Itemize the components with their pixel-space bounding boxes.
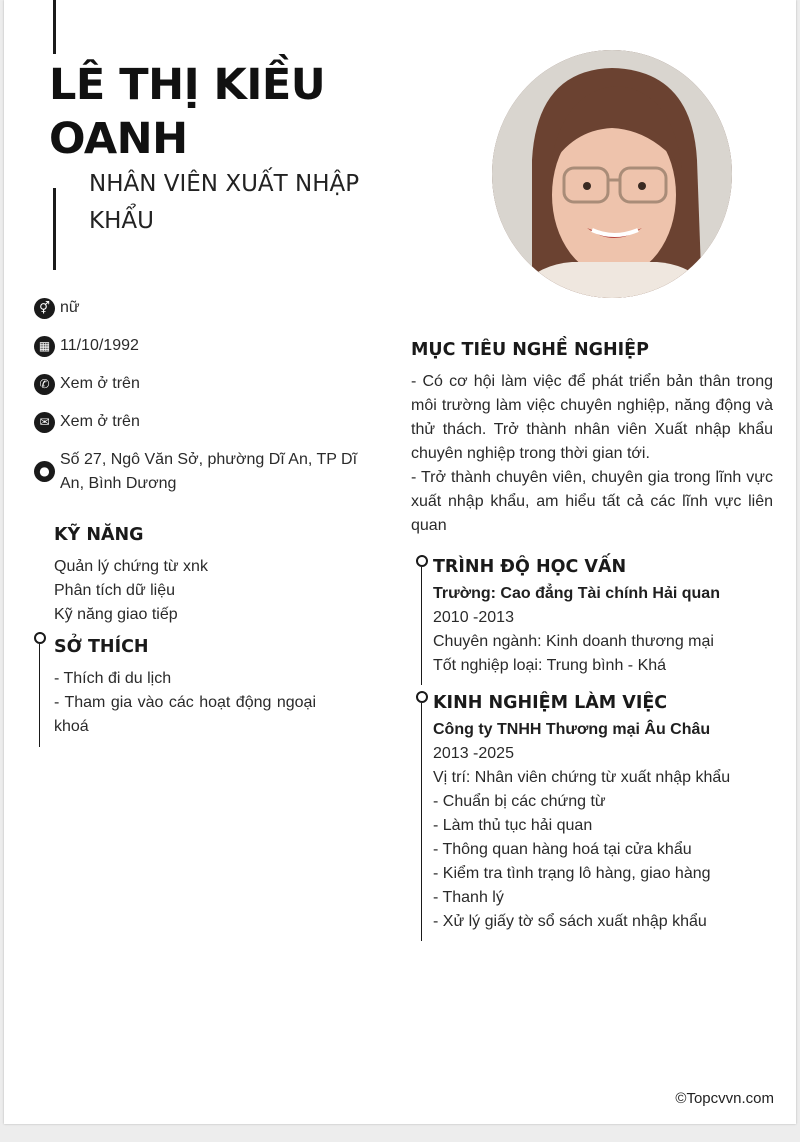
education-major: Chuyên ngành: Kinh doanh thương mại bbox=[433, 633, 714, 650]
experience-duty: - Kiểm tra tình trạng lô hàng, giao hàng bbox=[433, 865, 711, 882]
contact-address-text: Số 27, Ngô Văn Sở, phường Dĩ An, TP Dĩ An, Bình Dương bbox=[60, 451, 358, 492]
objective-paragraph: - Có cơ hội làm việc để phát triển bản thân trong môi trường làm việc chuyên nghiệp, năng động và thử thách. Trở thành nhân viên Xuất nhập khẩu chuyên nghiệp trong thời gian tới. bbox=[411, 373, 773, 462]
education-timeline-line bbox=[421, 567, 422, 685]
contact-birthday-text: 11/10/1992 bbox=[60, 337, 139, 354]
contact-email-text: Xem ở trên bbox=[60, 413, 140, 430]
hobby-item: - Tham gia vào các hoạt động ngoại khoá bbox=[54, 694, 316, 735]
experience-heading: KINH NGHIỆM LÀM VIỆC bbox=[433, 693, 668, 713]
skills-heading: KỸ NĂNG bbox=[54, 525, 144, 545]
profile-photo-illustration bbox=[492, 50, 732, 298]
education-timeline-dot bbox=[416, 555, 428, 567]
experience-position: Vị trí: Nhân viên chứng từ xuất nhập khẩu bbox=[433, 769, 731, 786]
experience-duty: - Xử lý giấy tờ sổ sách xuất nhập khẩu bbox=[433, 913, 707, 930]
mail-icon: ✉ bbox=[34, 412, 55, 433]
experience-timeline-line bbox=[421, 703, 422, 941]
location-pin-icon: ● bbox=[34, 461, 55, 482]
cv-page bbox=[4, 0, 796, 1124]
skill-item: Kỹ năng giao tiếp bbox=[54, 606, 178, 623]
experience-duty: - Thanh lý bbox=[433, 889, 504, 906]
contact-phone-text: Xem ở trên bbox=[60, 375, 140, 392]
skill-item: Quản lý chứng từ xnk bbox=[54, 558, 208, 575]
hobbies-timeline-line bbox=[39, 644, 40, 747]
experience-duty: - Làm thủ tục hải quan bbox=[433, 817, 593, 834]
experience-timeline-dot bbox=[416, 691, 428, 703]
education-grade: Tốt nghiệp loại: Trung bình - Khá bbox=[433, 657, 667, 674]
profile-photo bbox=[492, 50, 732, 298]
hobbies-timeline-dot bbox=[34, 632, 46, 644]
contact-gender-text: nữ bbox=[60, 299, 80, 316]
education-school: Trường: Cao đẳng Tài chính Hải quan bbox=[433, 585, 720, 602]
gender-icon: ⚥ bbox=[34, 298, 55, 319]
footer-credit: ©Topcvvn.com bbox=[675, 1090, 774, 1107]
experience-duty: - Thông quan hàng hoá tại cửa khẩu bbox=[433, 841, 692, 858]
header-top-bar bbox=[53, 0, 56, 54]
experience-duty: - Chuẩn bị các chứng từ bbox=[433, 793, 606, 810]
phone-icon: ✆ bbox=[34, 374, 55, 395]
job-title: NHÂN VIÊN XUẤT NHẬP KHẨU bbox=[89, 171, 360, 234]
hobbies-heading: SỞ THÍCH bbox=[54, 637, 149, 657]
experience-period: 2013 -2025 bbox=[433, 745, 514, 762]
candidate-name: LÊ THỊ KIỀU OANH bbox=[49, 60, 326, 164]
education-heading: TRÌNH ĐỘ HỌC VẤN bbox=[433, 557, 627, 577]
objective-heading: MỤC TIÊU NGHỀ NGHIỆP bbox=[411, 340, 649, 360]
contact-address bbox=[34, 448, 379, 496]
objective-paragraph: - Trở thành chuyên viên, chuyên gia trong lĩnh vực xuất nhập khẩu, am hiểu tất cả các lĩnh vực liên quan bbox=[411, 469, 773, 534]
calendar-icon: ▦ bbox=[34, 336, 55, 357]
experience-company: Công ty TNHH Thương mại Âu Châu bbox=[433, 721, 711, 738]
skill-item: Phân tích dữ liệu bbox=[54, 582, 176, 599]
job-title-bar bbox=[53, 188, 56, 270]
education-period: 2010 -2013 bbox=[433, 609, 514, 626]
hobby-item: - Thích đi du lịch bbox=[54, 670, 172, 687]
